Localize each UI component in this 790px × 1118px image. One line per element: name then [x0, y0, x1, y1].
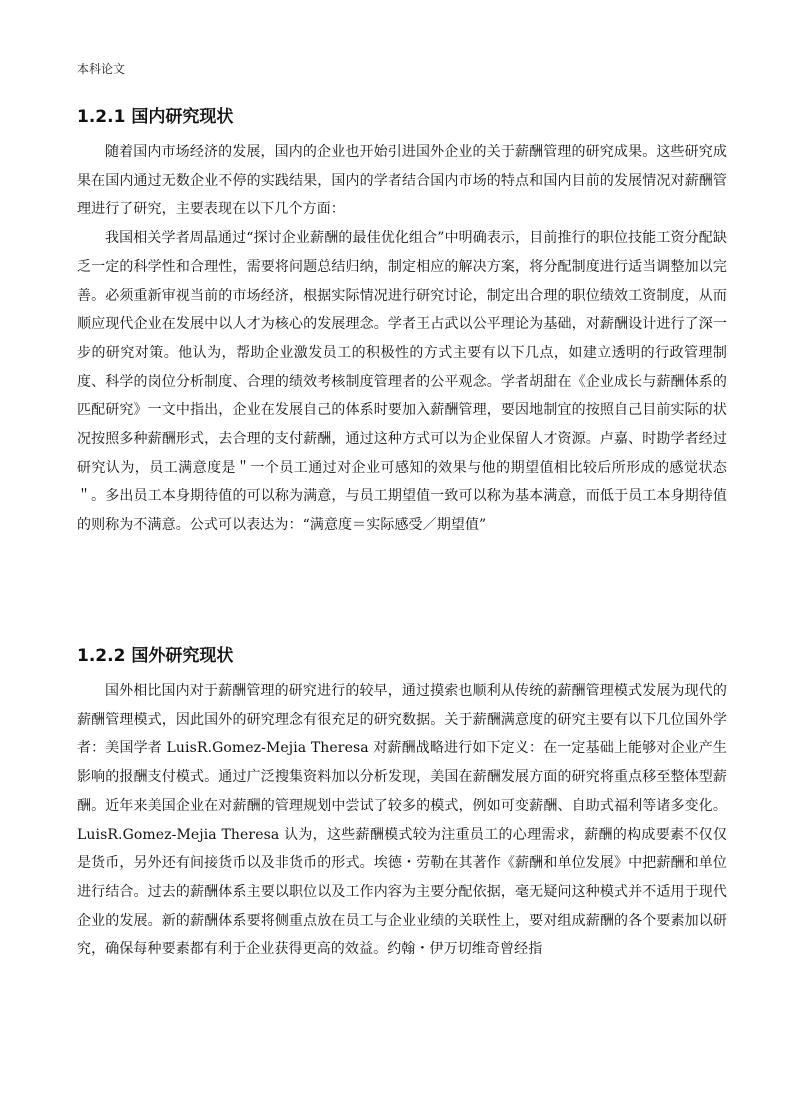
body-paragraph: 随着国内市场经济的发展，国内的企业也开始引进国外企业的关于薪酬管理的研究成果。这些研究成果在国内通过无数企业不停的实践结果，国内的学者结合国内市场的特点和国内目前的发展情况对薪酬管理进行了研究，主要表现在以下几个方面：	[77, 144, 727, 218]
section-body	[77, 138, 727, 540]
section-body	[77, 677, 727, 964]
body-paragraph: 国外相比国内对于薪酬管理的研究进行的较早，通过摸索也顺利从传统的薪酬管理模式发展为现代的薪酬管理模式，因此国外的研究理念有很充足的研究数据。关于薪酬满意度的研究主要有以下几位国外学者：美国学者 LuisR.Gomez-Mejia Theresa 对薪酬战略进行如下定义：在一定基础上能够对企业产生影响的报酬支付模式。通过广泛搜集资料加以分析发现，美国在薪酬发展方面的研究将重点移至整体型薪酬。近年来美国企业在对薪酬的管理规划中尝试了较多的模式，例如可变薪酬、自助式福利等诸多变化。LuisR.Gomez-Mejia Theresa 认为，这些薪酬模式较为注重员工的心理需求，薪酬的构成要素不仅仅是货币，另外还有间接货币以及非货币的形式。埃德・劳勒在其著作《薪酬和单位发展》中把薪酬和单位进行结合。过去的薪酬体系主要以职位以及工作内容为主要分配依据，毫无疑问这种模式并不适用于现代企业的发展。新的薪酬体系要将侧重点放在员工与企业业绩的关联性上，要对组成薪酬的各个要素加以研究，确保每种要素都有利于企业获得更高的效益。约翰・伊万切维奇曾经指	[77, 683, 727, 958]
section-heading: 1.2.2 国外研究现状	[77, 646, 234, 666]
body-paragraph: 我国相关学者周晶通过“探讨企业薪酬的最佳优化组合”中明确表示，目前推行的职位技能工资分配缺乏一定的科学性和合理性，需要将问题总结归纳，制定相应的解决方案，将分配制度进行适当调整加以完善。必须重新审视当前的市场经济，根据实际情况进行研究讨论，制定出合理的职位绩效工资制度，从而顺应现代企业在发展中以人才为核心的发展理念。学者王占武以公平理论为基础，对薪酬设计进行了深一步的研究对策。他认为，帮助企业激发员工的积极性的方式主要有以下几点，如建立透明的行政管理制度、科学的岗位分析制度、合理的绩效考核制度管理者的公平观念。学者胡甜在《企业成长与薪酬体系的匹配研究》一文中指出，企业在发展自己的体系时要加入薪酬管理，要因地制宜的按照自己目前实际的状况按照多种薪酬形式，去合理的支付薪酬，通过这种方式可以为企业保留人才资源。卢嘉、时勘学者经过研究认为，员工满意度是＂一个员工通过对企业可感知的效果与他的期望值相比较后所形成的感觉状态＂。多出员工本身期待值的可以称为满意，与员工期望值一致可以称为基本满意，而低于员工本身期待值的则称为不满意。公式可以表达为：“满意度＝实际感受／期望值”	[77, 230, 727, 534]
section-foreign-research	[77, 641, 727, 964]
section-domestic-research	[77, 102, 727, 540]
section-heading: 1.2.1 国内研究现状	[77, 107, 234, 127]
running-header: 本科论文	[77, 62, 126, 76]
